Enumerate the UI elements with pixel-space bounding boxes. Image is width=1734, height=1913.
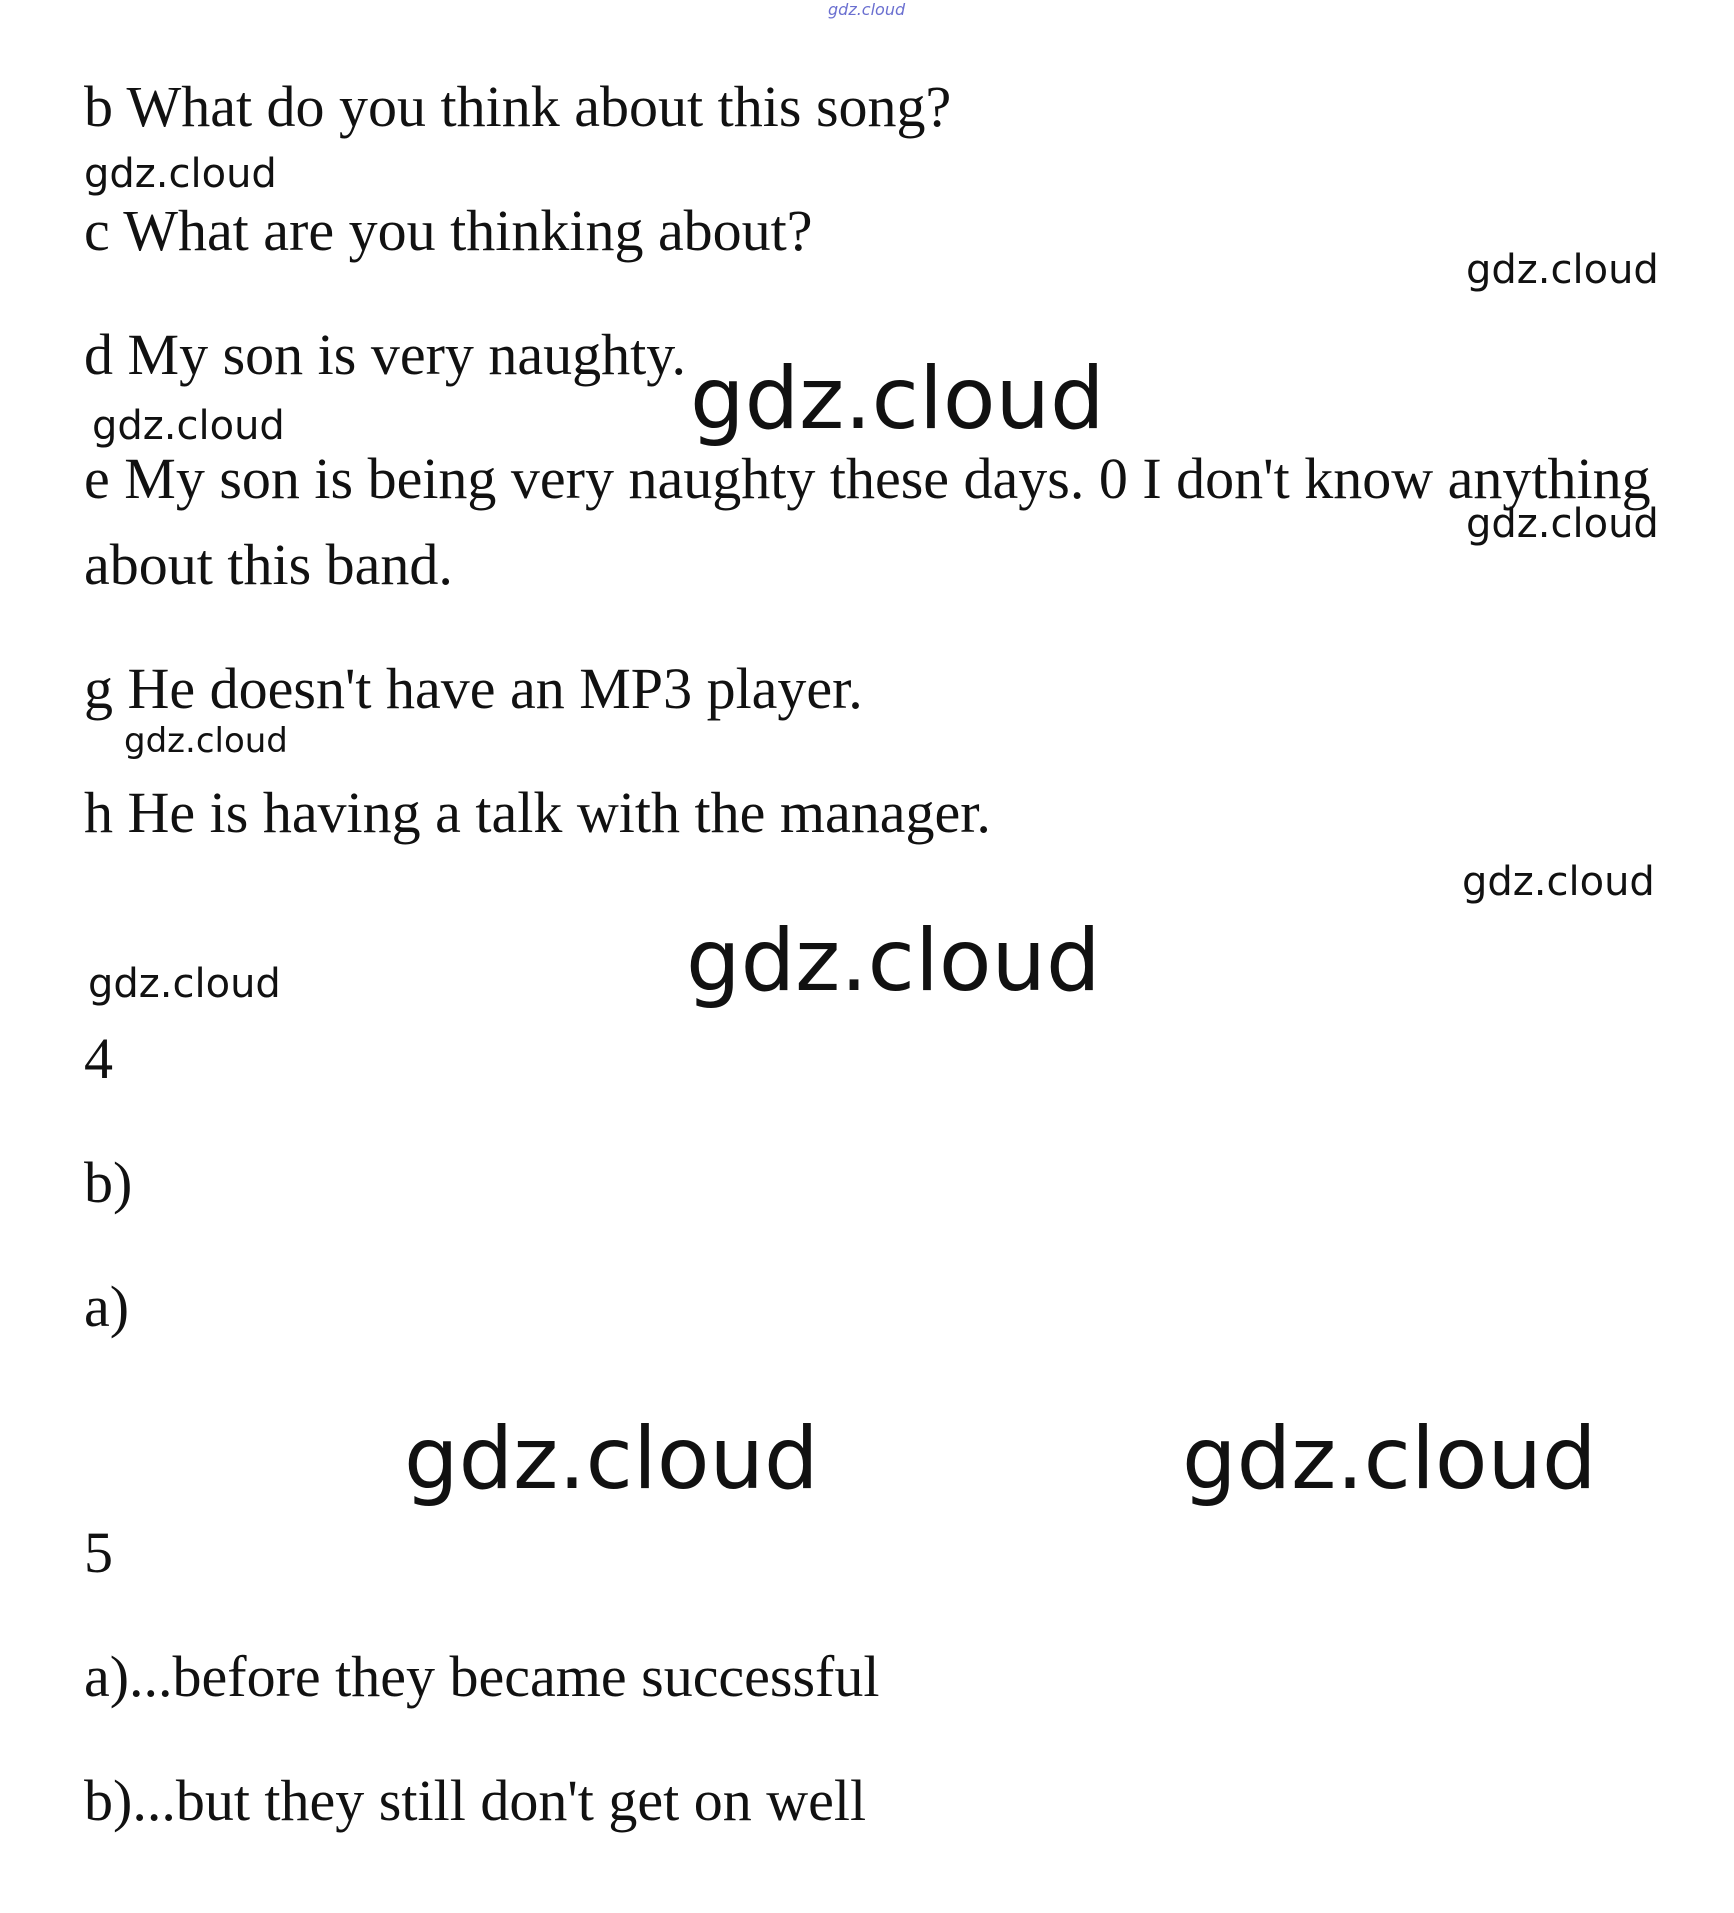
watermark: gdz.cloud (92, 403, 285, 449)
watermark-large: gdz.cloud (1182, 1409, 1597, 1509)
watermark: gdz.cloud (84, 151, 277, 197)
answer-line-b: b What do you think about this song? (84, 74, 952, 139)
section-4-number: 4 (84, 1026, 113, 1091)
section-4-item-b: b) (84, 1150, 133, 1215)
watermark-large: gdz.cloud (404, 1409, 819, 1509)
watermark-top: gdz.cloud (828, 0, 906, 19)
answer-line-e-part2: about this band. (84, 532, 453, 597)
section-5-item-b: b)...but they still don't get on well (84, 1768, 867, 1833)
answer-line-g: g He doesn't have an MP3 player. (84, 656, 863, 721)
answer-line-e-part1: e My son is being very naughty these days. 0 I don't know anything (84, 446, 1651, 511)
watermark-large: gdz.cloud (686, 911, 1101, 1011)
section-5-number: 5 (84, 1520, 113, 1585)
answer-line-c: c What are you thinking about? (84, 198, 813, 263)
watermark: gdz.cloud (1466, 501, 1659, 547)
answer-line-h: h He is having a talk with the manager. (84, 780, 991, 845)
watermark: gdz.cloud (1462, 859, 1655, 905)
answer-line-d: d My son is very naughty. (84, 322, 686, 387)
section-4-item-a: a) (84, 1274, 130, 1339)
section-5-item-a: a)...before they became successful (84, 1644, 880, 1709)
watermark: gdz.cloud (1466, 247, 1659, 293)
watermark-large: gdz.cloud (690, 349, 1105, 449)
watermark: gdz.cloud (124, 721, 288, 761)
watermark: gdz.cloud (88, 961, 281, 1007)
